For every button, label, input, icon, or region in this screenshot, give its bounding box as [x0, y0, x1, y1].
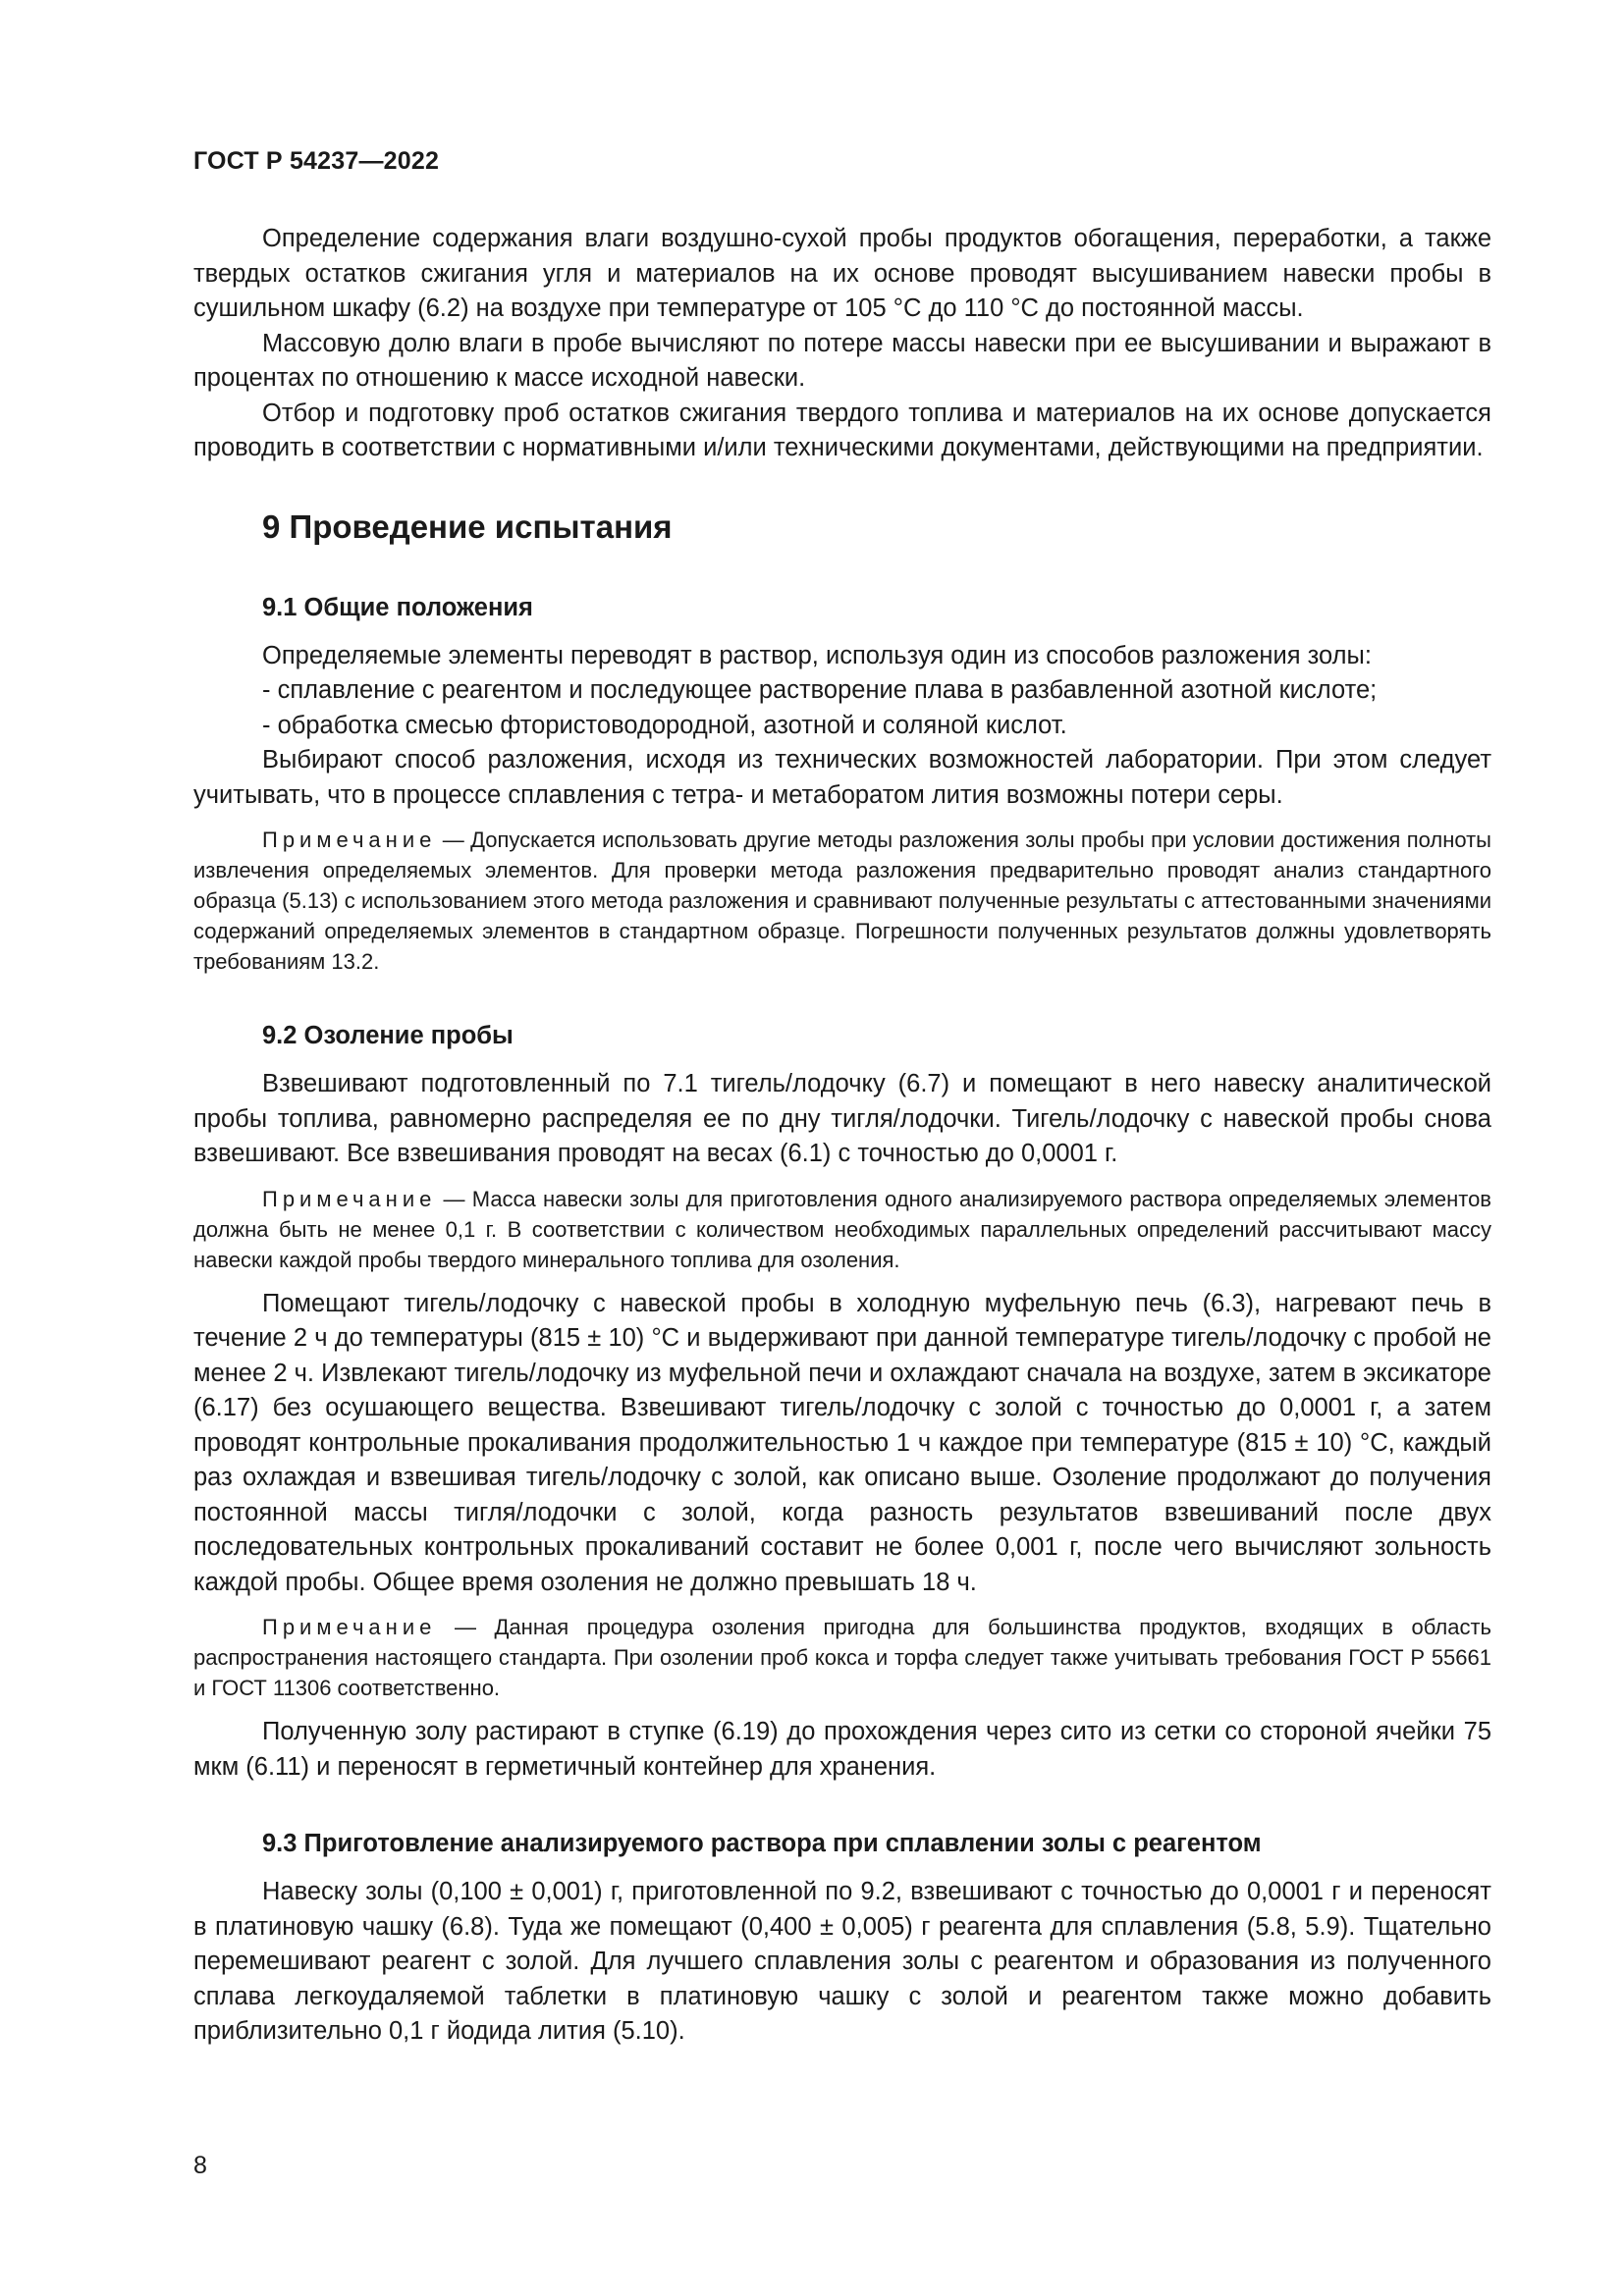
section-9-2-note-1 — [193, 1184, 1491, 1275]
list-item-acid-treatment: - обработка смесью фтористоводородной, азотной и соляной кислот. — [262, 711, 1067, 739]
note-text: — Масса навески золы для приготовления одного анализируемого раствора определяемых элементов должна быть не менее 0,1 г. В соответствии с количеством необходимых параллельных определений рассчитывают массу навески каждой пробы твердого минерального топлива для озоления. — [193, 1186, 1491, 1272]
section-9-2-paragraph-1: Взвешивают подготовленный по 7.1 тигель/лодочку (6.7) и помещают в него навеску аналитической пробы топлива, равномерно распределяя ее по дну тигля/лодочки. Тигель/лодочку с навеской пробы снова взвешивают. Все взвешивания проводят на весах (6.1) с точностью до 0,0001 г. — [193, 1070, 1491, 1167]
section-9-1-heading: 9.1 Общие положения — [262, 593, 533, 621]
page-content — [193, 222, 1491, 2050]
note-label: Примечание — [262, 1615, 437, 1639]
section-9-1-note — [193, 825, 1491, 977]
page-number: 8 — [193, 2152, 207, 2179]
note-text: — Допускается использовать другие методы разложения золы пробы при условии достижения полноты извлечения определяемых элементов. Для проверки метода разложения предварительно проводят анализ стандартного образца (5.13) с использованием этого метода разложения и сравнивают полученные результаты с аттестованными значениями содержаний определяемых элементов в стандартном образце. Погрешности полученных результатов должны удовлетворять требованиям 13.2. — [193, 828, 1491, 974]
section-9-3-paragraph-1: Навеску золы (0,100 ± 0,001) г, приготовленной по 9.2, взвешивают с точностью до 0,0001 г и переносят в платиновую чашку (6.8). Туда же помещают (0,400 ± 0,005) г реагента для сплавления (5.8, 5.9). Тщательно перемешивают реагент с золой. Для лучшего сплавления золы с реагентом и образования из полученного сплава легкоудаляемой таблетки в платиновую чашку с золой и реагентом также можно добавить приблизительно 0,1 г йодида лития (5.10). — [193, 1878, 1491, 2045]
section-9-2-heading: 9.2 Озоление пробы — [262, 1022, 514, 1049]
intro-paragraph-2: Массовую долю влаги в пробе вычисляют по потере массы навески при ее высушивании и выражают в процентах по отношению к массе исходной навески. — [193, 329, 1491, 392]
intro-paragraph-1: Определение содержания влаги воздушно-сухой пробы продуктов обогащения, переработки, а также твердых остатков сжигания угля и материалов на их основе проводят высушиванием навески пробы в сушильном шкафу (6.2) на воздухе при температуре от 105 °С до 110 °С до постоянной массы. — [193, 225, 1491, 322]
section-9-1-paragraph-1: Определяемые элементы переводят в раствор, используя один из способов разложения золы: — [262, 641, 1372, 669]
section-9-1-paragraph-2: Выбирают способ разложения, исходя из технических возможностей лаборатории. При этом следует учитывать, что в процессе сплавления с тетра- и метаборатом лития возможны потери серы. — [193, 746, 1491, 809]
intro-paragraph-3: Отбор и подготовку проб остатков сжигания твердого топлива и материалов на их основе допускается проводить в соответствии с нормативными и/или техническими документами, действующими на предприятии. — [193, 399, 1491, 461]
section-9-2-paragraph-3: Полученную золу растирают в ступке (6.19) до прохождения через сито из сетки со стороной ячейки 75 мкм (6.11) и переносят в герметичный контейнер для хранения. — [193, 1718, 1491, 1781]
section-9-heading: 9 Проведение испытания — [262, 507, 673, 545]
note-text: — Данная процедура озоления пригодна для большинства продуктов, входящих в область распространения настоящего стандарта. При озолении проб кокса и торфа следует также учитывать требования ГОСТ Р 55661 и ГОСТ 11306 соответственно. — [193, 1615, 1491, 1700]
note-label: Примечание — [262, 1186, 437, 1211]
section-9-3-heading: 9.3 Приготовление анализируемого раствора при сплавлении золы с реагентом — [262, 1830, 1262, 1857]
note-label: Примечание — [262, 828, 437, 852]
list-item-fusion: - сплавление с реагентом и последующее растворение плава в разбавленной азотной кислоте; — [262, 676, 1378, 704]
section-9-2-note-2 — [193, 1612, 1491, 1703]
section-9-2-paragraph-2: Помещают тигель/лодочку с навеской пробы в холодную муфельную печь (6.3), нагревают печь в течение 2 ч до температуры (815 ± 10) °С и выдерживают при данной температуре тигель/лодочку с пробой не менее 2 ч. Извлекают тигель/лодочку из муфельной печи и охлаждают сначала на воздухе, затем в эксикаторе (6.17) без осушающего вещества. Взвешивают тигель/лодочку с золой с точностью до 0,0001 г, а затем проводят контрольные прокаливания продолжительностью 1 ч каждое при температуре (815 ± 10) °С, каждый раз охлаждая и взвешивая тигель/лодочку с золой, как описано выше. Озоление продолжают до получения постоянной массы тигля/лодочки с золой, когда разность результатов взвешиваний после двух последовательных контрольных прокаливаний составит не более 0,001 г, после чего вычисляют зольность каждой пробы. Общее время озоления не должно превышать 18 ч. — [193, 1289, 1491, 1596]
document-header: ГОСТ Р 54237—2022 — [193, 147, 440, 175]
